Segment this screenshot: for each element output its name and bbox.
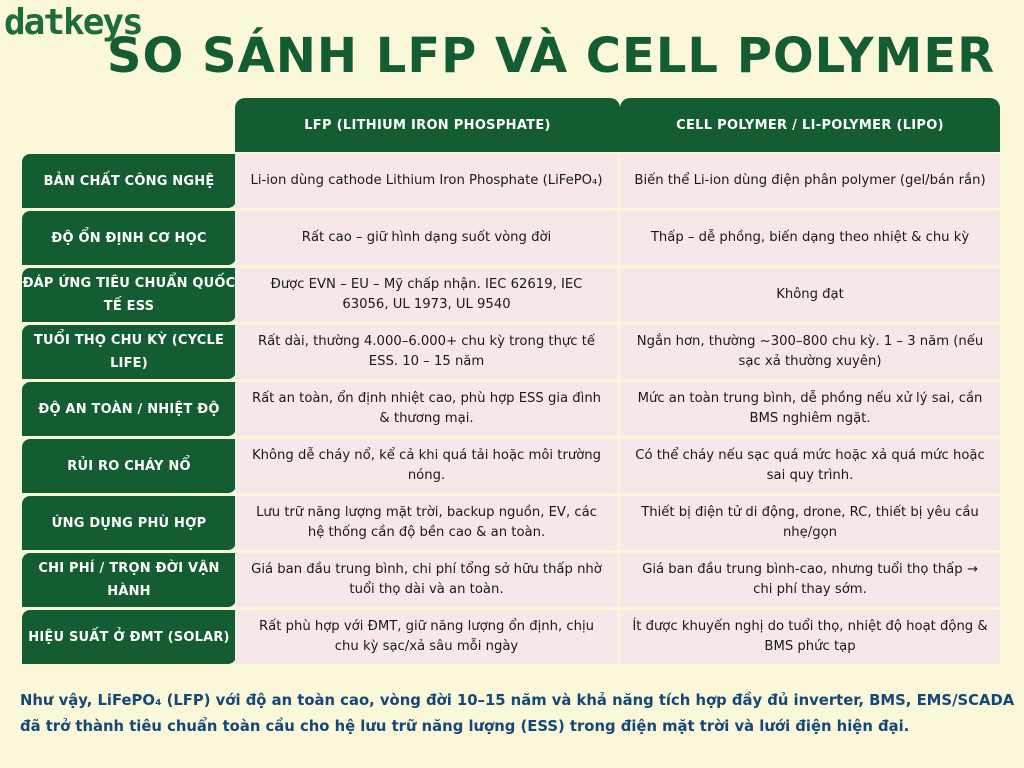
row-label: HIỆU SUẤT Ở ĐMT (SOLAR) [22, 610, 236, 664]
cell-lfp: Li-ion dùng cathode Lithium Iron Phosphate (LiFePO₄) [235, 154, 618, 208]
brand-logo: datkeys [4, 2, 142, 43]
table-row [22, 382, 1000, 436]
table-row [22, 325, 1000, 379]
table-row [22, 268, 1000, 322]
cell-lfp: Lưu trữ năng lượng mặt trời, backup nguồn, EV, các hệ thống cần độ bền cao & an toàn. [235, 496, 618, 550]
column-header-polymer: CELL POLYMER / LI-POLYMER (LIPO) [620, 98, 1000, 152]
cell-polymer: Mức an toàn trung bình, dễ phồng nếu xử lý sai, cần BMS nghiêm ngặt. [620, 382, 1000, 436]
table-row [22, 610, 1000, 664]
cell-polymer: Thấp – dễ phồng, biến dạng theo nhiệt & chu kỳ [620, 211, 1000, 265]
cell-lfp: Được EVN – EU – Mỹ chấp nhận. IEC 62619, IEC 63056, UL 1973, UL 9540 [235, 268, 618, 322]
row-label: CHI PHÍ / TRỌN ĐỜI VẬN HÀNH [22, 553, 236, 607]
row-label: RỦI RO CHÁY NỔ [22, 439, 236, 493]
cell-polymer: Giá ban đầu trung bình-cao, nhưng tuổi thọ thấp → chi phí thay sớm. [620, 553, 1000, 607]
summary-text [20, 688, 1024, 740]
cell-polymer: Ít được khuyến nghị do tuổi thọ, nhiệt độ hoạt động & BMS phức tạp [620, 610, 1000, 664]
summary-line-1: Như vậy, LiFePO₄ (LFP) với độ an toàn cao, vòng đời 10–15 năm và khả năng tích hợp đầy đủ inverter, BMS, EMS/SCADA [20, 692, 1015, 709]
cell-lfp: Rất cao – giữ hình dạng suốt vòng đời [235, 211, 618, 265]
table-row [22, 496, 1000, 550]
table-row [22, 553, 1000, 607]
page-title: SO SÁNH LFP VÀ CELL POLYMER [106, 28, 996, 84]
cell-lfp: Rất dài, thường 4.000–6.000+ chu kỳ trong thực tế ESS. 10 – 15 năm [235, 325, 618, 379]
column-header-lfp: LFP (LITHIUM IRON PHOSPHATE) [235, 98, 620, 152]
row-label: ỨNG DỤNG PHÙ HỢP [22, 496, 236, 550]
table-row [22, 439, 1000, 493]
cell-polymer: Có thể cháy nếu sạc quá mức hoặc xả quá mức hoặc sai quy trình. [620, 439, 1000, 493]
cell-polymer: Ngắn hơn, thường ~300–800 chu kỳ. 1 – 3 năm (nếu sạc xả thường xuyên) [620, 325, 1000, 379]
cell-lfp: Giá ban đầu trung bình, chi phí tổng sở hữu thấp nhờ tuổi thọ dài và an toàn. [235, 553, 618, 607]
cell-lfp: Rất an toàn, ổn định nhiệt cao, phù hợp ESS gia đình & thương mại. [235, 382, 618, 436]
cell-polymer: Thiết bị điện tử di động, drone, RC, thiết bị yêu cầu nhẹ/gọn [620, 496, 1000, 550]
row-label: ĐÁP ỨNG TIÊU CHUẨN QUỐC TẾ ESS [22, 268, 236, 322]
table-row [22, 211, 1000, 265]
row-label: BẢN CHẤT CÔNG NGHỆ [22, 154, 236, 208]
cell-polymer: Biến thể Li-ion dùng điện phân polymer (gel/bán rắn) [620, 154, 1000, 208]
row-label: ĐỘ ỔN ĐỊNH CƠ HỌC [22, 211, 236, 265]
cell-polymer: Không đạt [620, 268, 1000, 322]
summary-line-2: đã trở thành tiêu chuẩn toàn cầu cho hệ lưu trữ năng lượng (ESS) trong điện mặt trời và lưới điện hiện đại. [20, 718, 910, 735]
cell-lfp: Rất phù hợp với ĐMT, giữ năng lượng ổn định, chịu chu kỳ sạc/xả sâu mỗi ngày [235, 610, 618, 664]
table-row [22, 154, 1000, 208]
row-label: TUỔI THỌ CHU KỲ (CYCLE LIFE) [22, 325, 236, 379]
cell-lfp: Không dễ cháy nổ, kể cả khi quá tải hoặc môi trường nóng. [235, 439, 618, 493]
row-label: ĐỘ AN TOÀN / NHIỆT ĐỘ [22, 382, 236, 436]
